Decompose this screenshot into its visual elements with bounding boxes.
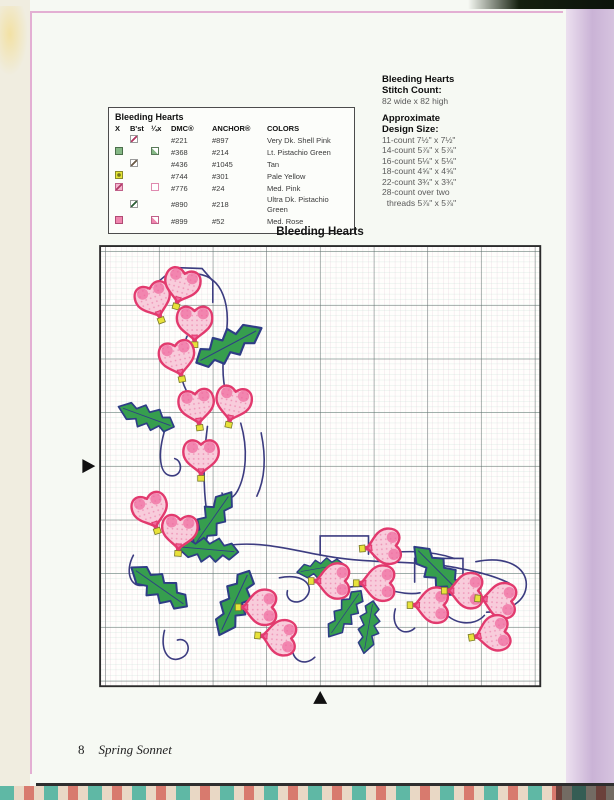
key-symbol-x (115, 183, 130, 194)
key-symbol-quarter (151, 147, 171, 158)
key-dmc-number: #436 (171, 159, 188, 169)
key-symbol-x (115, 135, 130, 146)
key-anchor-number: #301 (212, 171, 229, 181)
flower-tip (255, 632, 261, 639)
key-symbol-x (115, 159, 130, 170)
center-arrow-left (82, 459, 95, 473)
stitch-count-value: 82 wide x 82 high (382, 96, 449, 106)
book-edge-stripes-shadow (556, 786, 614, 800)
stitch-info-block (382, 74, 552, 208)
stitch-count-title-line1: Bleeding Hearts (382, 74, 455, 85)
stitch-symbol-fill-rose (115, 216, 123, 224)
page-frame-top-line (30, 11, 563, 13)
key-header-dmc: DMC® (171, 124, 194, 133)
flower-tip (475, 595, 481, 602)
stitch-symbol-slash-dark (130, 159, 138, 167)
stitch-symbol-slash-pink (130, 135, 138, 143)
flower-tip (178, 376, 186, 383)
key-anchor-number: #214 (212, 147, 229, 157)
flower-tip (468, 634, 475, 642)
key-header-anchor: ANCHOR® (212, 124, 251, 133)
flower-tip (308, 578, 314, 585)
key-dmc-number: #744 (171, 171, 188, 181)
key-anchor-number: #52 (212, 216, 225, 226)
key-symbol-backstitch (130, 171, 151, 182)
stitch-count-title-line2: Stitch Count: (382, 85, 442, 96)
flower-tip (359, 545, 365, 552)
key-symbol-quarter (151, 200, 171, 211)
key-header-x: X (115, 124, 121, 133)
key-symbol-quarter (151, 183, 171, 194)
stitch-symbol-outline-pink (151, 183, 159, 191)
flower-tip (407, 602, 413, 609)
key-color-name: Med. Pink (267, 183, 301, 193)
key-symbol-quarter (151, 171, 171, 182)
book-title: Spring Sonnet (98, 742, 172, 757)
design-size-line: 22-count 3¾" x 3¾" (382, 176, 457, 187)
key-symbol-backstitch (130, 147, 151, 158)
design-size-line: threads 5⅞" x 5⅞" (382, 197, 457, 208)
design-size-line: 16-count 5⅛" x 5⅛" (382, 155, 457, 166)
design-size-line: 11-count 7½" x 7½" (382, 134, 456, 145)
stitch-symbol-tri-green (151, 147, 159, 155)
stitch-symbol-slashfill-pink (115, 183, 123, 191)
key-symbol-quarter (151, 135, 171, 146)
design-size-line: 14-count 5⅞" x 5⅞" (382, 145, 457, 155)
design-size-line: 18-count 4⅝" x 4⅝" (382, 166, 457, 176)
page-number: 8 (78, 742, 85, 757)
key-header-quarter: ¼x (151, 124, 162, 133)
color-key-table (108, 107, 355, 234)
key-symbol-backstitch (130, 183, 151, 194)
key-color-name: Pale Yellow (267, 171, 306, 181)
key-dmc-number: #776 (171, 183, 188, 193)
key-header-colors: COLORS (267, 124, 300, 133)
stitch-symbol-tri-rose (151, 216, 159, 224)
key-dmc-number: #221 (171, 135, 188, 145)
color-key-title: Bleeding Hearts (115, 112, 184, 122)
chart-title: Bleeding Hearts (276, 226, 364, 238)
key-color-name: Tan (267, 159, 280, 169)
key-anchor-number: #897 (212, 135, 229, 145)
design-size-title-line1: Approximate (382, 112, 441, 124)
flower-tip (441, 587, 447, 594)
page-frame-left-line (30, 11, 32, 774)
key-color-name: Very Dk. Shell Pink (267, 135, 331, 145)
scan-stain (0, 6, 28, 76)
key-dmc-number: #890 (171, 200, 188, 209)
key-header-bst: B'st (130, 124, 144, 133)
key-symbol-backstitch (130, 159, 151, 170)
key-color-name: Med. Rose (267, 216, 304, 226)
center-arrow-bottom (313, 691, 327, 704)
flower-tip (196, 424, 203, 431)
stitch-symbol-dot-yellow (115, 171, 123, 179)
flower-tip (198, 476, 205, 482)
page-footer (78, 742, 172, 758)
stitch-symbol-fill-green (115, 147, 123, 155)
key-symbol-x (115, 171, 130, 182)
design-size-title-line2: Design Size: (382, 123, 439, 135)
key-color-name: Lt. Pistachio Green (267, 147, 331, 157)
flower-tip (353, 580, 359, 587)
key-anchor-number: #24 (212, 183, 225, 193)
chart-grid-major-lines (100, 246, 540, 686)
scan-edge-left (0, 0, 30, 800)
color-key-grid (115, 124, 348, 227)
key-dmc-number: #368 (171, 147, 188, 157)
design-size-list (382, 135, 552, 209)
stitch-symbol-slash-green (130, 200, 138, 208)
key-symbol-x (115, 200, 130, 211)
cross-stitch-chart (81, 238, 554, 705)
flower-tip (225, 421, 233, 428)
key-symbol-backstitch (130, 200, 151, 211)
key-symbol-backstitch (130, 135, 151, 146)
design-size-line: 28-count over two (382, 187, 450, 197)
flower-tip (235, 604, 241, 611)
key-anchor-number: #1045 (212, 159, 233, 169)
key-dmc-number: #899 (171, 216, 188, 226)
book-edge-stripes (0, 786, 614, 800)
key-color-name: Ultra Dk. Pistachio Green (267, 195, 329, 214)
scan-edge-right (566, 0, 614, 800)
cross-stitch-chart-svg (81, 238, 554, 705)
key-symbol-x (115, 147, 130, 158)
scan-shadow-top-right (468, 0, 614, 9)
key-symbol-quarter (151, 159, 171, 170)
flower-tip (175, 550, 182, 556)
key-anchor-number: #218 (212, 200, 229, 209)
